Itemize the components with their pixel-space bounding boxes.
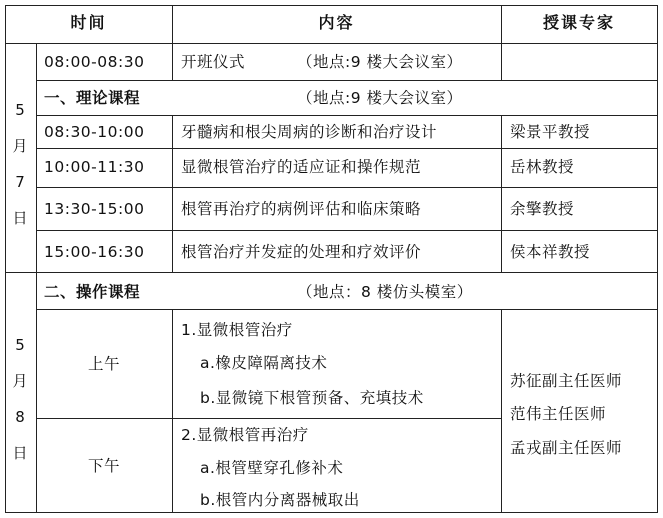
- afternoon-title: 2.显微根管再治疗: [181, 426, 309, 444]
- row-divider: [36, 309, 658, 310]
- date-char: 8: [15, 408, 25, 426]
- column-divider: [501, 43, 502, 80]
- row-divider: [36, 418, 501, 419]
- column-divider: [501, 309, 502, 513]
- column-divider: [172, 43, 173, 80]
- column-divider: [172, 115, 173, 272]
- lecture-time: 13:30-15:00: [44, 200, 145, 218]
- section-practice-title: 二、操作课程: [44, 283, 141, 301]
- day2-date: [10, 335, 30, 463]
- morning-label: 上午: [87, 355, 120, 373]
- lecture-content: 牙髓病和根尖周病的诊断和治疗设计: [181, 123, 438, 141]
- lecture-content: 根管再治疗的病例评估和临床策略: [181, 200, 422, 218]
- date-char: 5: [15, 336, 25, 354]
- lecture-content: 显微根管治疗的适应证和操作规范: [181, 158, 422, 176]
- section-practice-location: （地点：8 楼仿头模室）: [297, 283, 473, 301]
- row-divider: [36, 187, 658, 188]
- section-theory-title: 一、理论课程: [44, 89, 141, 107]
- table-border-bottom: [5, 512, 658, 513]
- date-char: 日: [12, 209, 28, 227]
- day1-date: [10, 100, 30, 228]
- lecture-expert: 余擎教授: [510, 200, 575, 218]
- morning-item: b.显微镜下根管预备、充填技术: [200, 389, 424, 407]
- afternoon-item: b.根管内分离器械取出: [200, 491, 360, 509]
- date-char: 日: [12, 444, 28, 462]
- practice-expert: 苏征副主任医师: [510, 372, 623, 390]
- lecture-expert: 梁景平教授: [510, 123, 591, 141]
- opening-location: （地点:9 楼大会议室）: [297, 53, 463, 71]
- date-char: 7: [15, 173, 25, 191]
- date-char: 月: [12, 137, 28, 155]
- header-expert: 授课专家: [542, 13, 615, 32]
- table-border-right: [657, 5, 658, 513]
- morning-title: 1.显微根管治疗: [181, 321, 293, 339]
- date-char: 5: [15, 101, 25, 119]
- row-divider: [36, 80, 658, 81]
- afternoon-item: a.根管壁穿孔修补术: [200, 459, 344, 477]
- lecture-time: 15:00-16:30: [44, 243, 145, 261]
- row-divider: [36, 230, 658, 231]
- row-divider: [36, 115, 658, 116]
- afternoon-label: 下午: [87, 457, 120, 475]
- date-char: 月: [12, 372, 28, 390]
- header-divider: [5, 43, 658, 44]
- opening-content: 开班仪式: [181, 53, 246, 71]
- lecture-content: 根管治疗并发症的处理和疗效评价: [181, 243, 422, 261]
- column-divider: [172, 309, 173, 513]
- section-theory-location: （地点:9 楼大会议室）: [297, 89, 463, 107]
- date-column-divider: [36, 43, 37, 513]
- row-divider: [36, 148, 658, 149]
- morning-item: a.橡皮障隔离技术: [200, 354, 328, 372]
- lecture-time: 10:00-11:30: [44, 158, 145, 176]
- header-content: 内容: [318, 13, 355, 32]
- practice-expert: 孟戎副主任医师: [510, 439, 623, 457]
- table-border-top: [5, 5, 658, 6]
- day-divider: [5, 272, 658, 273]
- table-border-left: [5, 5, 6, 513]
- lecture-expert: 岳林教授: [510, 158, 575, 176]
- column-divider: [501, 115, 502, 272]
- practice-expert: 范伟主任医师: [510, 405, 607, 423]
- lecture-expert: 侯本祥教授: [510, 243, 591, 261]
- opening-time: 08:00-08:30: [44, 53, 145, 71]
- lecture-time: 08:30-10:00: [44, 123, 145, 141]
- header-time: 时间: [70, 13, 107, 32]
